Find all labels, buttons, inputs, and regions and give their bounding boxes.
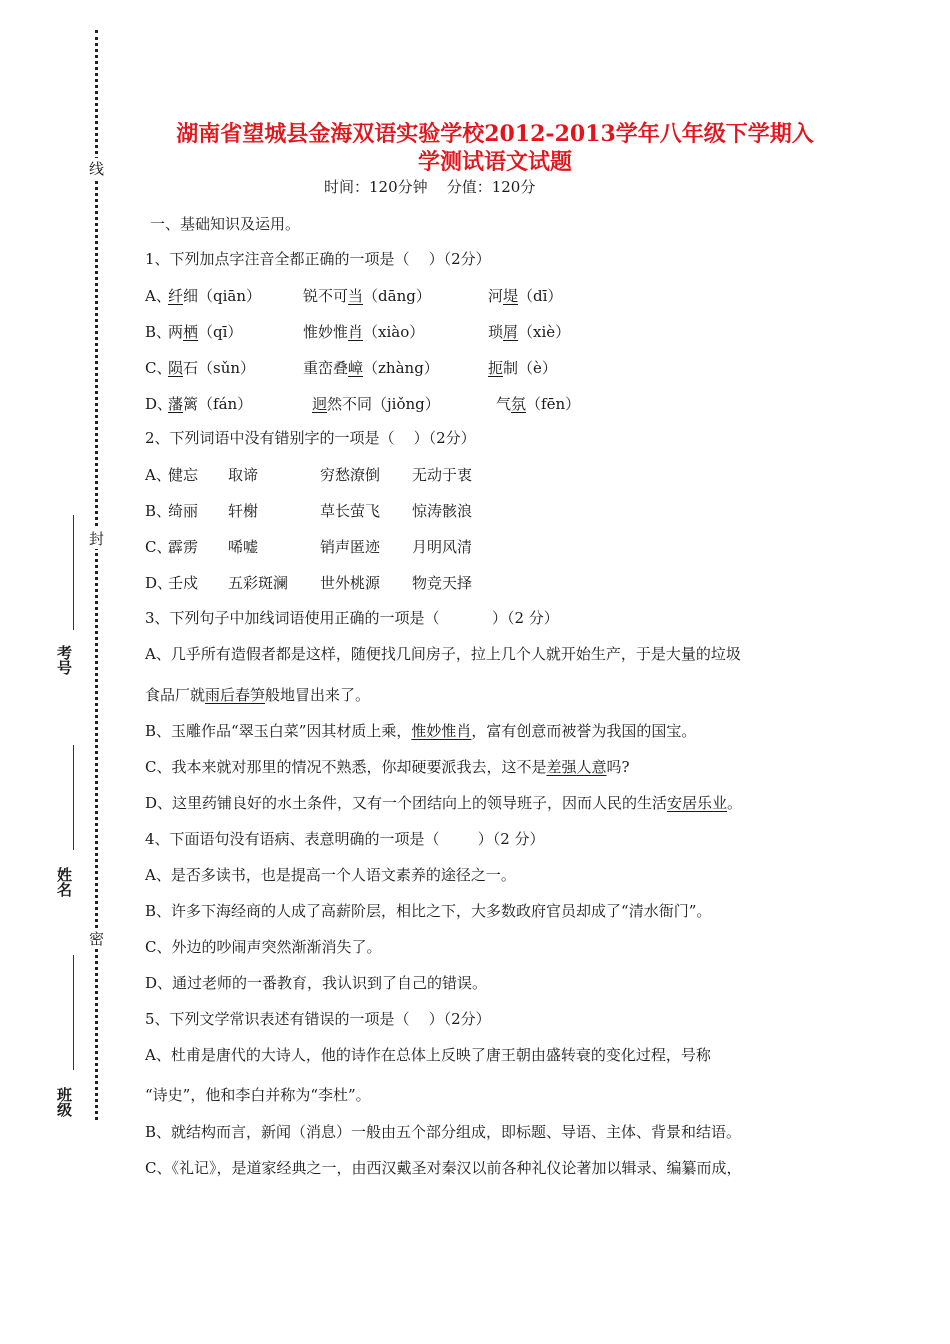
q3-d-text-pre: D、这里药铺良好的水土条件，又有一个团结向上的领导班子，因而人民的生活 <box>145 794 668 812</box>
time-score-info: 时间：120分钟 分值：120分 <box>324 178 536 196</box>
q1-option-item <box>168 357 255 378</box>
item-text-post: 篱（fán） <box>183 395 253 413</box>
item-text-pre: 气 <box>496 395 512 413</box>
q2-word: 销声匿迹 <box>320 538 381 556</box>
q1-option-item <box>496 393 580 414</box>
q3-stem: 3、下列句子中加线词语使用正确的一项是（ ）（2 分） <box>145 609 559 627</box>
item-text-post: （fēn） <box>526 395 581 413</box>
dotted-char: 陨 <box>168 359 184 377</box>
q3-a-underlined: 雨后春笋 <box>205 686 266 704</box>
field-exam-number <box>53 515 77 685</box>
item-text-post: 制（è） <box>503 359 557 377</box>
q2-word: 无动于衷 <box>412 466 473 484</box>
q5-option-a-line1: A、杜甫是唐代的大诗人，他的诗作在总体上反映了唐王朝由盛转衰的变化过程，号称 <box>145 1046 711 1064</box>
q2-option-label: A、 <box>145 466 171 484</box>
q1-option-label: C、 <box>145 359 172 377</box>
q4-stem: 4、下面语句没有语病、表意明确的一项是（ ）（2 分） <box>145 830 545 848</box>
q1-option-label: B、 <box>145 323 172 341</box>
q1-option-item <box>488 285 562 306</box>
q3-d-text-post: 。 <box>727 794 743 812</box>
q2-stem: 2、下列词语中没有错别字的一项是（ ）（2分） <box>145 429 476 447</box>
dotted-char: 当 <box>348 287 364 305</box>
dotted-char: 栖 <box>183 323 199 341</box>
q3-d-underlined: 安居乐业 <box>667 794 728 812</box>
q2-word: 绮丽 <box>168 502 199 520</box>
dotted-char: 堤 <box>503 287 519 305</box>
q1-option-item <box>312 393 440 414</box>
item-text-post: （dī） <box>518 287 563 305</box>
item-text-post: （dāng） <box>363 287 431 305</box>
q2-word: 唏嘘 <box>228 538 259 556</box>
binding-dotted-line <box>95 30 98 1120</box>
item-text-pre: 两 <box>168 323 184 341</box>
q4-option-b: B、许多下海经商的人成了高薪阶层，相比之下，大多数政府官员却成了“清水衙门”。 <box>145 902 712 920</box>
q2-word: 取谛 <box>228 466 259 484</box>
dotted-char: 藩 <box>168 395 184 413</box>
field-exam-number-line <box>73 515 74 630</box>
field-class-line <box>73 955 74 1070</box>
q1-option-item <box>168 321 242 342</box>
dotted-char: 嶂 <box>348 359 364 377</box>
item-text-post: 然不同（jiǒng） <box>327 395 440 413</box>
q5-option-a-line2: “诗史”，他和李白并称为“李杜”。 <box>145 1086 371 1104</box>
q3-b-text-pre: B、玉雕作品“翠玉白菜”因其材质上乘， <box>145 722 412 740</box>
dotted-char: 迥 <box>312 395 328 413</box>
field-name <box>53 745 77 905</box>
q1-option-item <box>488 321 570 342</box>
field-class <box>53 955 77 1125</box>
item-text-pre: 河 <box>488 287 504 305</box>
item-text-pre: 重峦叠 <box>303 359 349 377</box>
q3-option-b <box>145 721 696 741</box>
dotted-char: 氛 <box>511 395 527 413</box>
q4-option-a: A、是否多读书，也是提高一个人语文素养的途径之一。 <box>145 866 516 884</box>
dotted-char: 肖 <box>348 323 364 341</box>
q1-option-label: D、 <box>145 395 173 413</box>
q1-option-item <box>303 321 424 342</box>
q2-word: 穷愁潦倒 <box>320 466 381 484</box>
section-heading: 一、基础知识及运用。 <box>150 215 301 233</box>
q1-stem: 1、下列加点字注音全都正确的一项是（ ）（2分） <box>145 250 491 268</box>
item-text-post: 石（sǔn） <box>183 359 256 377</box>
q3-c-underlined: 差强人意 <box>546 758 607 776</box>
q3-option-a-line1: A、几乎所有造假者都是这样，随便找几间房子，拉上几个人就开始生产，于是大量的垃圾 <box>145 645 741 663</box>
q1-option-item <box>488 357 557 378</box>
q2-word: 物竞天择 <box>412 574 473 592</box>
q2-option-label: D、 <box>145 574 173 592</box>
q1-option-item <box>168 285 261 306</box>
q2-word: 草长萤飞 <box>320 502 381 520</box>
exam-title-line1: 湖南省望城县金海双语实验学校2012-2013学年八年级下学期入 <box>176 121 814 147</box>
q2-word: 健忘 <box>168 466 199 484</box>
q1-option-item <box>168 393 252 414</box>
item-text-post: （zhàng） <box>363 359 439 377</box>
exam-title <box>160 120 830 176</box>
q3-c-text-post: 吗? <box>606 758 630 776</box>
item-text-post: 细（qiān） <box>183 287 262 305</box>
q5-stem: 5、下列文学常识表述有错误的一项是（ ）（2分） <box>145 1010 491 1028</box>
item-text-pre: 锐不可 <box>303 287 349 305</box>
q2-option-label: C、 <box>145 538 172 556</box>
q4-option-d: D、通过老师的一番教育，我认识到了自己的错误。 <box>145 974 488 992</box>
q3-option-d <box>145 793 742 813</box>
q3-option-a-line2 <box>145 685 370 705</box>
seal-char-feng: 封 <box>87 528 105 549</box>
dotted-char: 屑 <box>503 323 519 341</box>
q3-a-text-post: 般地冒出来了。 <box>265 686 371 704</box>
q1-option-item <box>303 285 431 306</box>
item-text-post: （xiào） <box>363 323 425 341</box>
q2-word: 惊涛骸浪 <box>412 502 473 520</box>
dotted-char: 纤 <box>168 287 184 305</box>
seal-char-mi: 密 <box>87 928 105 949</box>
field-name-line <box>73 745 74 850</box>
q2-option-label: B、 <box>145 502 172 520</box>
seal-char-xian: 线 <box>87 158 105 179</box>
exam-title-line2: 学测试语文试题 <box>417 149 572 175</box>
item-text-post: （qī） <box>198 323 243 341</box>
q5-option-c: C、《礼记》，是道家经典之一，由西汉戴圣对秦汉以前各种礼仪论著加以辑录、编纂而成， <box>145 1159 742 1177</box>
field-exam-number-label: 考号 <box>55 645 73 675</box>
item-text-pre: 琐 <box>488 323 504 341</box>
q2-word: 壬戍 <box>168 574 199 592</box>
q2-word: 月明风清 <box>412 538 473 556</box>
q2-word: 五彩斑澜 <box>228 574 289 592</box>
q1-option-label: A、 <box>145 287 171 305</box>
q3-a-text-pre: 食品厂就 <box>145 686 206 704</box>
q3-c-text-pre: C、我本来就对那里的情况不熟悉，你却硬要派我去，这不是 <box>145 758 547 776</box>
item-text-post: （xiè） <box>518 323 571 341</box>
dotted-char: 扼 <box>488 359 504 377</box>
q5-option-b: B、就结构而言，新闻（消息）一般由五个部分组成，即标题、导语、主体、背景和结语。 <box>145 1123 742 1141</box>
field-name-label: 姓名 <box>55 867 73 897</box>
q1-option-item <box>303 357 439 378</box>
q4-option-c: C、外边的吵闹声突然渐渐消失了。 <box>145 938 382 956</box>
q3-option-c <box>145 757 630 777</box>
q3-b-text-post: ，富有创意而被誉为我国的国宝。 <box>471 722 697 740</box>
q2-word: 霹雳 <box>168 538 199 556</box>
q2-word: 轩榭 <box>228 502 259 520</box>
field-class-label: 班级 <box>55 1087 73 1117</box>
item-text-pre: 惟妙惟 <box>303 323 349 341</box>
q3-b-underlined: 惟妙惟肖 <box>411 722 472 740</box>
q2-word: 世外桃源 <box>320 574 381 592</box>
